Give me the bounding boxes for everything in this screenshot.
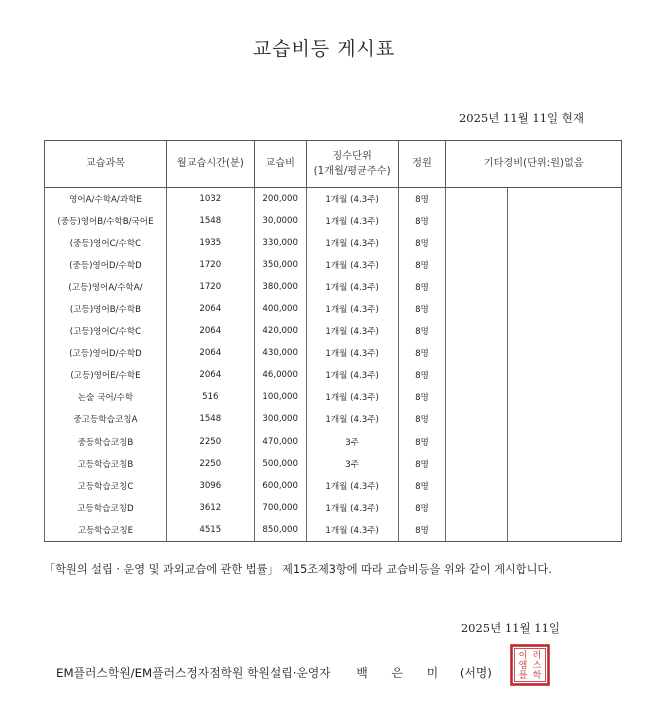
table-row (45, 232, 622, 254)
cell-unit: 1개월 (4.3주) (306, 320, 398, 342)
cell-other-blank (508, 431, 622, 453)
cell-unit: 1개월 (4.3주) (306, 232, 398, 254)
notice-text: 제15조제3항에 따라 교습비등을 위와 같이 게시합니다. (282, 563, 552, 576)
cell-other-blank (508, 276, 622, 298)
table-header-row (45, 141, 622, 188)
header-unit-line2: (1개월/평균주수) (313, 166, 391, 177)
cell-other-blank (508, 386, 622, 408)
header-capacity: 정원 (398, 141, 446, 188)
cell-other-blank (446, 298, 508, 320)
cell-capacity: 8명 (398, 364, 446, 386)
cell-other-blank (446, 276, 508, 298)
cell-capacity: 8명 (398, 298, 446, 320)
table-row (45, 342, 622, 364)
legal-notice (44, 558, 614, 582)
quote-close: 」 (267, 563, 279, 576)
header-unit-line1: 징수단위 (332, 150, 372, 162)
seal-glyphs-left-2: 엠 (518, 661, 528, 671)
seal-glyphs-right-2: 스 (532, 661, 542, 671)
cell-course: 고등학습코칭D (45, 497, 167, 519)
cell-capacity: 8명 (398, 497, 446, 519)
cell-other-blank (446, 497, 508, 519)
cell-unit: 1개월 (4.3주) (306, 188, 398, 210)
quote-open: 「 (44, 563, 56, 576)
cell-unit: 1개월 (4.3주) (306, 276, 398, 298)
cell-other-blank (508, 188, 622, 210)
signature-date: 2025년 11월 11일 (460, 621, 560, 635)
cell-hours: 1548 (166, 210, 254, 232)
cell-fee: 470,000 (254, 431, 306, 453)
table-row (45, 475, 622, 497)
cell-other-blank (446, 364, 508, 386)
cell-fee: 350,000 (254, 254, 306, 276)
table-row (45, 497, 622, 519)
header-course: 교습과목 (45, 141, 167, 188)
cell-hours: 4515 (166, 519, 254, 541)
cell-capacity: 8명 (398, 519, 446, 541)
seal-glyphs-left: 이 (518, 651, 528, 661)
cell-capacity: 8명 (398, 475, 446, 497)
cell-capacity: 8명 (398, 254, 446, 276)
cell-capacity: 8명 (398, 431, 446, 453)
cell-capacity: 8명 (398, 342, 446, 364)
cell-capacity: 8명 (398, 276, 446, 298)
page-title: 교습비등 게시표 (252, 38, 396, 60)
cell-course: (고등)영어A/수학A/ (45, 276, 167, 298)
academy-name: EM플러스학원/EM플러스정자점학원 학원설립·운영자 (56, 666, 331, 680)
cell-course: 고등학습코칭B (45, 453, 167, 475)
cell-other-blank (508, 254, 622, 276)
law-name: 학원의 설립 · 운영 및 과외교습에 관한 법률 (55, 563, 268, 576)
cell-other-blank (508, 475, 622, 497)
cell-other-blank (446, 342, 508, 364)
cell-hours: 2250 (166, 431, 254, 453)
cell-other-blank (446, 188, 508, 210)
cell-unit: 1개월 (4.3주) (306, 475, 398, 497)
cell-hours: 516 (166, 386, 254, 408)
cell-fee: 30,0000 (254, 210, 306, 232)
cell-hours: 2064 (166, 342, 254, 364)
seal-glyphs-right: 러 (532, 651, 542, 661)
cell-course: (고등)영어E/수학E (45, 364, 167, 386)
table-row (45, 210, 622, 232)
table-row (45, 364, 622, 386)
header-hours: 월교습시간(분) (166, 141, 254, 188)
cell-fee: 380,000 (254, 276, 306, 298)
cell-hours: 2064 (166, 364, 254, 386)
header-unit (306, 141, 398, 188)
posting-date: 2025년 11월 11일 현재 (458, 111, 584, 125)
cell-fee: 100,000 (254, 386, 306, 408)
cell-other-blank (508, 342, 622, 364)
cell-course: (중등)영어D/수학D (45, 254, 167, 276)
cell-course: 고등학습코칭E (45, 519, 167, 541)
cell-hours: 2064 (166, 320, 254, 342)
cell-hours: 1935 (166, 232, 254, 254)
cell-course: 고등학습코칭C (45, 475, 167, 497)
cell-other-blank (446, 431, 508, 453)
signer-line (56, 664, 492, 681)
cell-course: (고등)영어D/수학D (45, 342, 167, 364)
cell-course: (중등)영어C/수학C (45, 232, 167, 254)
cell-unit: 3주 (306, 453, 398, 475)
cell-capacity: 8명 (398, 232, 446, 254)
seal-label: (서명) (459, 666, 492, 680)
fee-table (44, 140, 622, 542)
header-fee: 교습비 (254, 141, 306, 188)
cell-other-blank (446, 210, 508, 232)
cell-other-blank (508, 364, 622, 386)
cell-fee: 500,000 (254, 453, 306, 475)
official-seal-stamp (510, 644, 550, 686)
cell-unit: 1개월 (4.3주) (306, 342, 398, 364)
cell-course: (중등)영어B/수학B/국어E (45, 210, 167, 232)
cell-fee: 400,000 (254, 298, 306, 320)
table-row (45, 298, 622, 320)
cell-course: (고등)영어B/수학B (45, 298, 167, 320)
cell-hours: 3612 (166, 497, 254, 519)
cell-course: 중등학습코칭B (45, 431, 167, 453)
cell-capacity: 8명 (398, 408, 446, 430)
seal-glyphs-left-3: 플 (518, 671, 528, 681)
cell-other-blank (508, 232, 622, 254)
table-row (45, 519, 622, 541)
cell-capacity: 8명 (398, 320, 446, 342)
table-body (45, 188, 622, 542)
cell-other-blank (446, 386, 508, 408)
cell-capacity: 8명 (398, 188, 446, 210)
cell-fee: 700,000 (254, 497, 306, 519)
cell-hours: 1548 (166, 408, 254, 430)
cell-fee: 600,000 (254, 475, 306, 497)
cell-hours: 2250 (166, 453, 254, 475)
cell-other-blank (446, 232, 508, 254)
cell-fee: 420,000 (254, 320, 306, 342)
table-row (45, 386, 622, 408)
cell-unit: 1개월 (4.3주) (306, 497, 398, 519)
cell-fee: 330,000 (254, 232, 306, 254)
cell-unit: 1개월 (4.3주) (306, 519, 398, 541)
cell-course: 중고등학습코칭A (45, 408, 167, 430)
cell-other-blank (508, 210, 622, 232)
cell-capacity: 8명 (398, 453, 446, 475)
table-row (45, 431, 622, 453)
cell-other-blank (446, 320, 508, 342)
cell-fee: 300,000 (254, 408, 306, 430)
cell-unit: 1개월 (4.3주) (306, 386, 398, 408)
cell-course: 영어A/수학A/과학E (45, 188, 167, 210)
cell-other-blank (446, 519, 508, 541)
cell-other-blank (446, 475, 508, 497)
table-row (45, 320, 622, 342)
cell-unit: 1개월 (4.3주) (306, 210, 398, 232)
cell-capacity: 8명 (398, 210, 446, 232)
table-row (45, 408, 622, 430)
cell-other-blank (446, 254, 508, 276)
cell-hours: 1032 (166, 188, 254, 210)
cell-unit: 1개월 (4.3주) (306, 254, 398, 276)
cell-other-blank (508, 408, 622, 430)
cell-fee: 200,000 (254, 188, 306, 210)
cell-unit: 1개월 (4.3주) (306, 298, 398, 320)
cell-other-blank (508, 298, 622, 320)
cell-hours: 1720 (166, 276, 254, 298)
cell-other-blank (508, 320, 622, 342)
table-row (45, 188, 622, 210)
cell-fee: 46,0000 (254, 364, 306, 386)
cell-hours: 3096 (166, 475, 254, 497)
header-other-expenses: 기타경비(단위:원)없음 (446, 141, 622, 188)
operator-name: 백 은 미 (356, 666, 449, 680)
cell-capacity: 8명 (398, 386, 446, 408)
cell-hours: 1720 (166, 254, 254, 276)
table-row (45, 453, 622, 475)
cell-hours: 2064 (166, 298, 254, 320)
cell-other-blank (446, 408, 508, 430)
seal-border (512, 646, 549, 685)
table-row (45, 276, 622, 298)
cell-other-blank (508, 453, 622, 475)
table-row (45, 254, 622, 276)
cell-course: 논술 국어/수학 (45, 386, 167, 408)
cell-fee: 430,000 (254, 342, 306, 364)
cell-other-blank (508, 497, 622, 519)
seal-glyphs-right-3: 학 (532, 671, 542, 681)
cell-unit: 1개월 (4.3주) (306, 364, 398, 386)
cell-unit: 1개월 (4.3주) (306, 408, 398, 430)
cell-other-blank (446, 453, 508, 475)
cell-course: (고등)영어C/수학C (45, 320, 167, 342)
cell-fee: 850,000 (254, 519, 306, 541)
cell-unit: 3주 (306, 431, 398, 453)
cell-other-blank (508, 519, 622, 541)
